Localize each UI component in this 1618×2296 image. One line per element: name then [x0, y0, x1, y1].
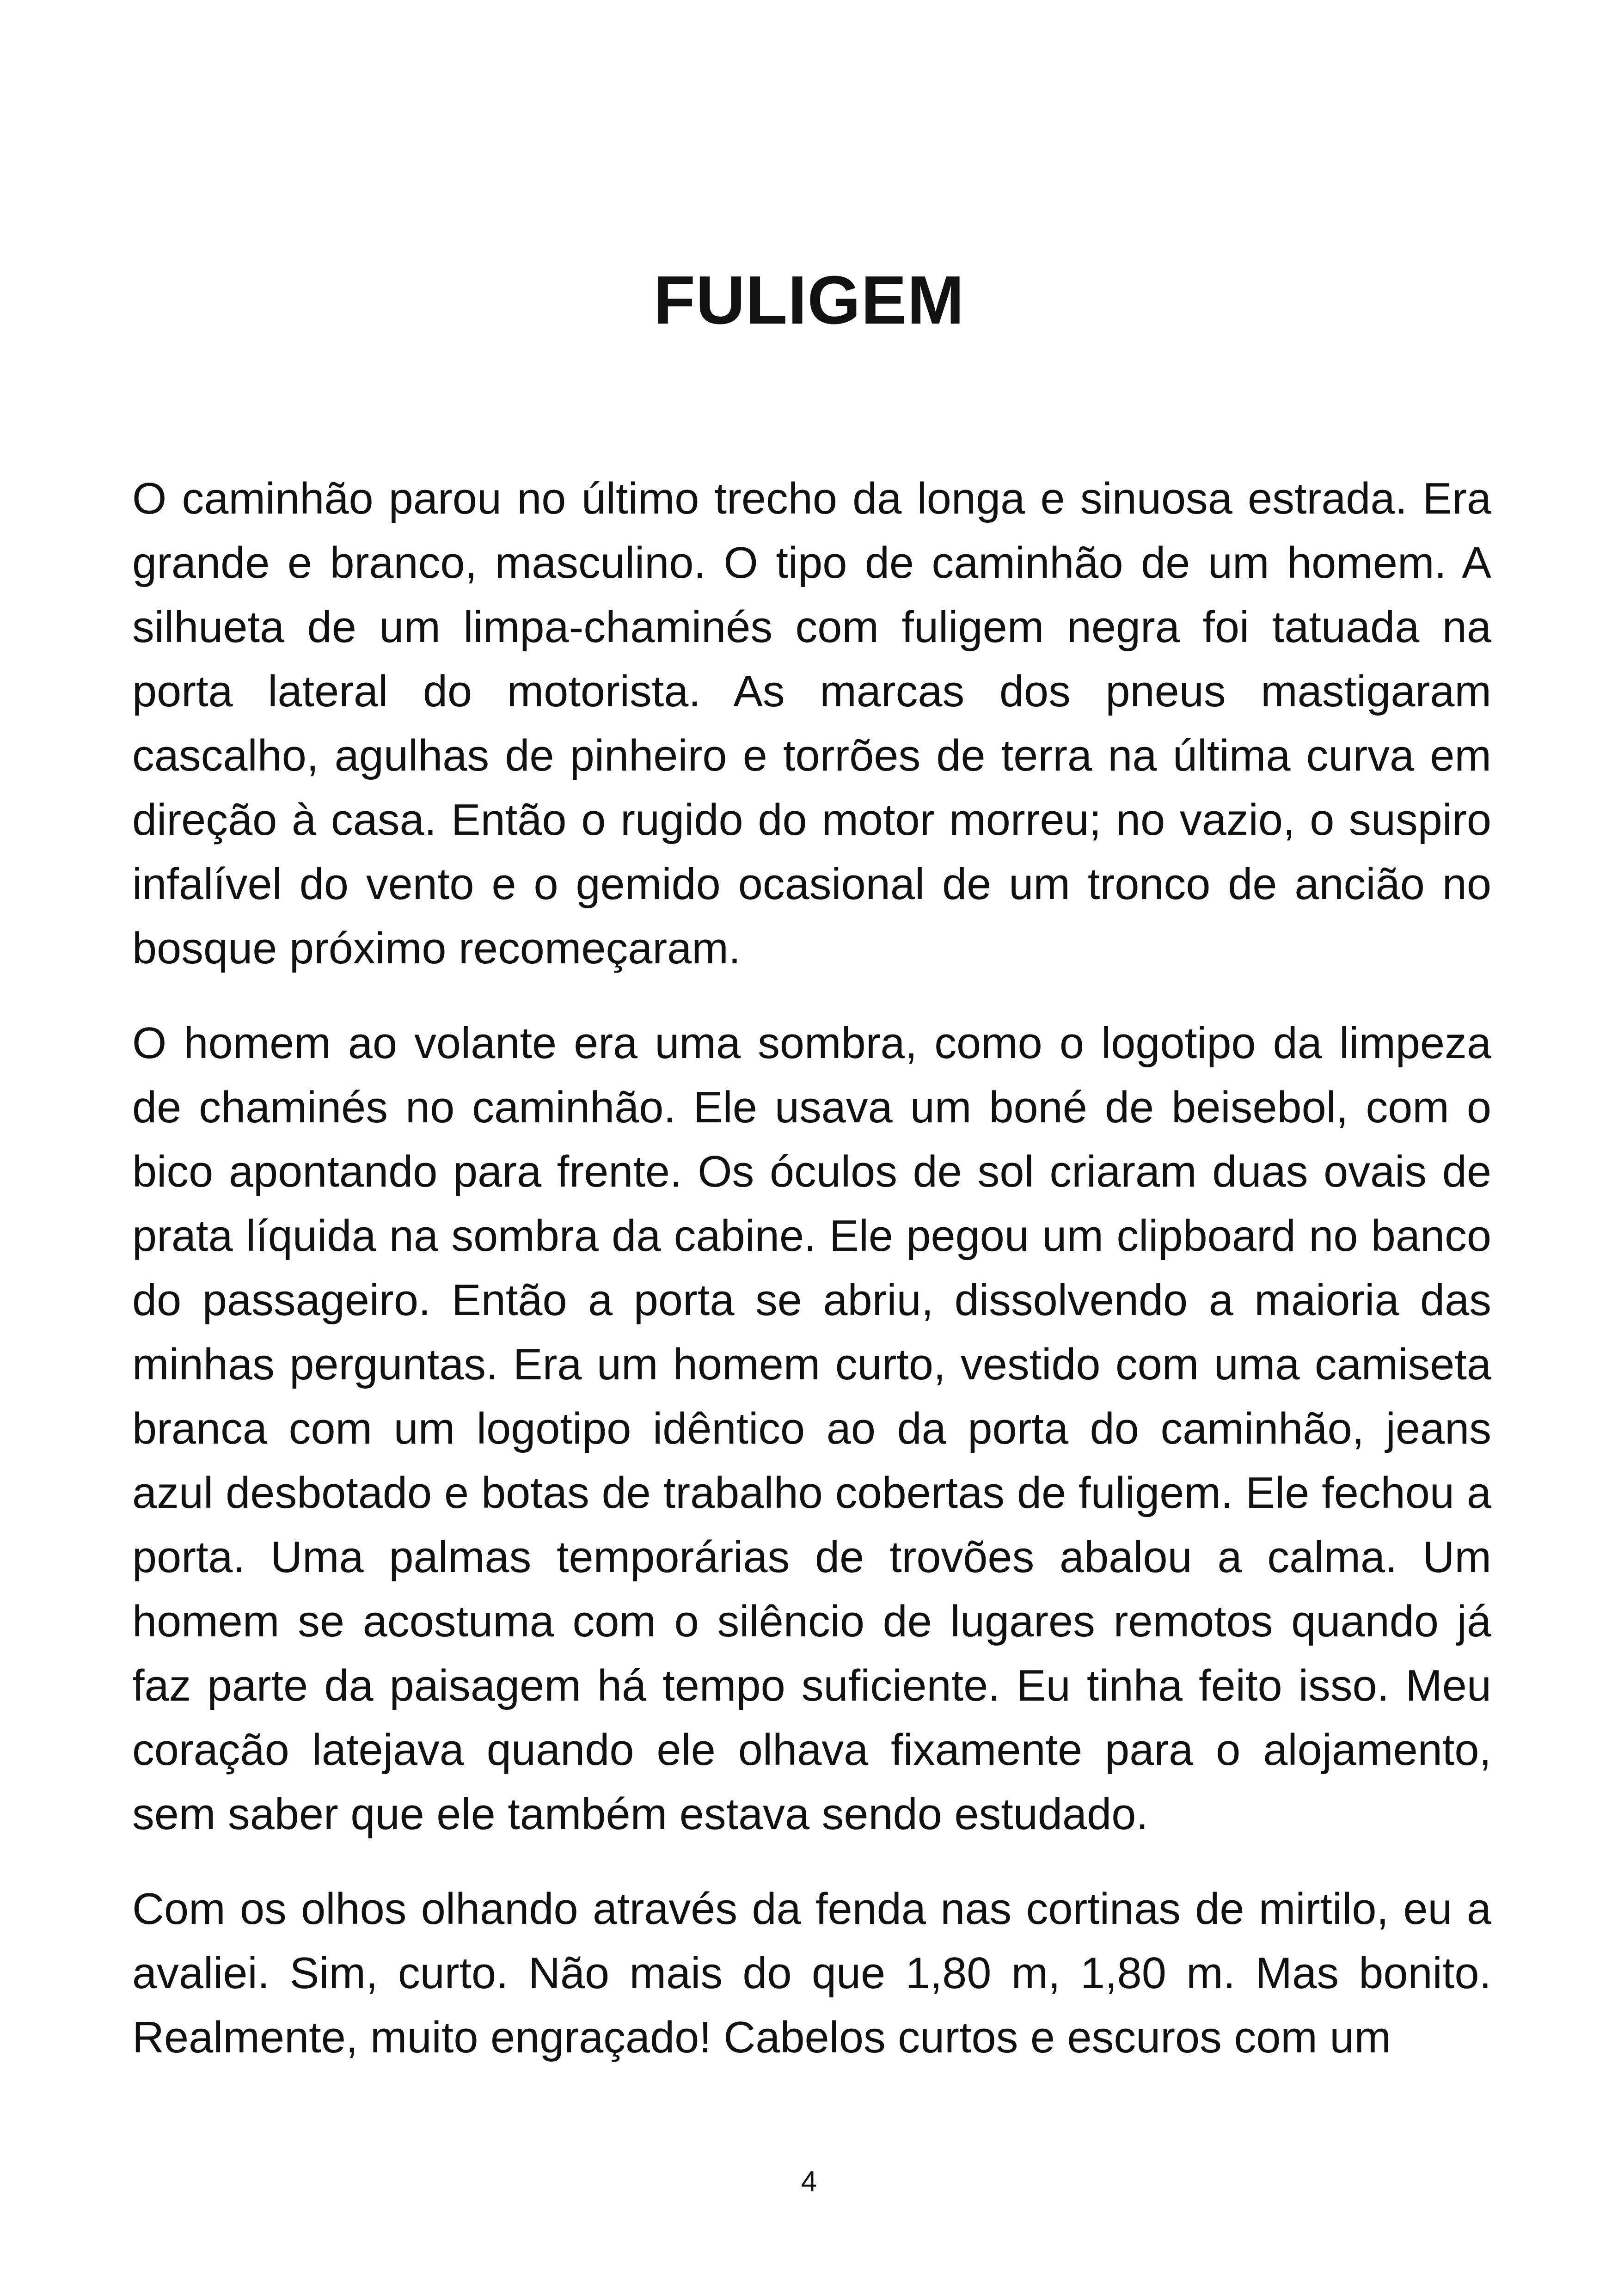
chapter-title: FULIGEM	[653, 262, 965, 338]
paragraph-1: O caminhão parou no último trecho da longa e sinuosa estrada. Era grande e branco, masculino. O tipo de caminhão de um homem. A silhueta de um limpa-chaminés com fuligem negra foi tatuada na porta lateral do motorista. As marcas dos pneus mastigaram cascalho, agulhas de pinheiro e torrões de terra na última curva em direção à casa. Então o rugido do motor morreu; no vazio, o suspiro infalível do vento e o gemido ocasional de um tronco de ancião no bosque próximo recomeçaram.	[132, 474, 1491, 973]
chapter-body	[132, 467, 1491, 2100]
page-number: 4	[801, 2166, 817, 2198]
paragraph-2: O homem ao volante era uma sombra, como o logotipo da limpeza de chaminés no caminhão. Ele usava um boné de beisebol, com o bico apontando para frente. Os óculos de sol criaram duas ovais de prata líquida na sombra da cabine. Ele pegou um clipboard no banco do passageiro. Então a porta se abriu, dissolvendo a maioria das minhas perguntas. Era um homem curto, vestido com uma camiseta branca com um logotipo idêntico ao da porta do caminhão, jeans azul desbotado e botas de trabalho cobertas de fuligem. Ele fechou a porta. Uma palmas temporárias de trovões abalou a calma. Um homem se acostuma com o silêncio de lugares remotos quando já faz parte da paisagem há tempo suficiente. Eu tinha feito isso. Meu coração latejava quando ele olhava fixamente para o alojamento, sem saber que ele também estava sendo estudado.	[132, 1019, 1491, 1839]
paragraph-3: Com os olhos olhando através da fenda nas cortinas de mirtilo, eu a avaliei. Sim, curto. Não mais do que 1,80 m, 1,80 m. Mas bonito. Realmente, muito engraçado! Cabelos curtos e escuros com um	[132, 1885, 1491, 2062]
